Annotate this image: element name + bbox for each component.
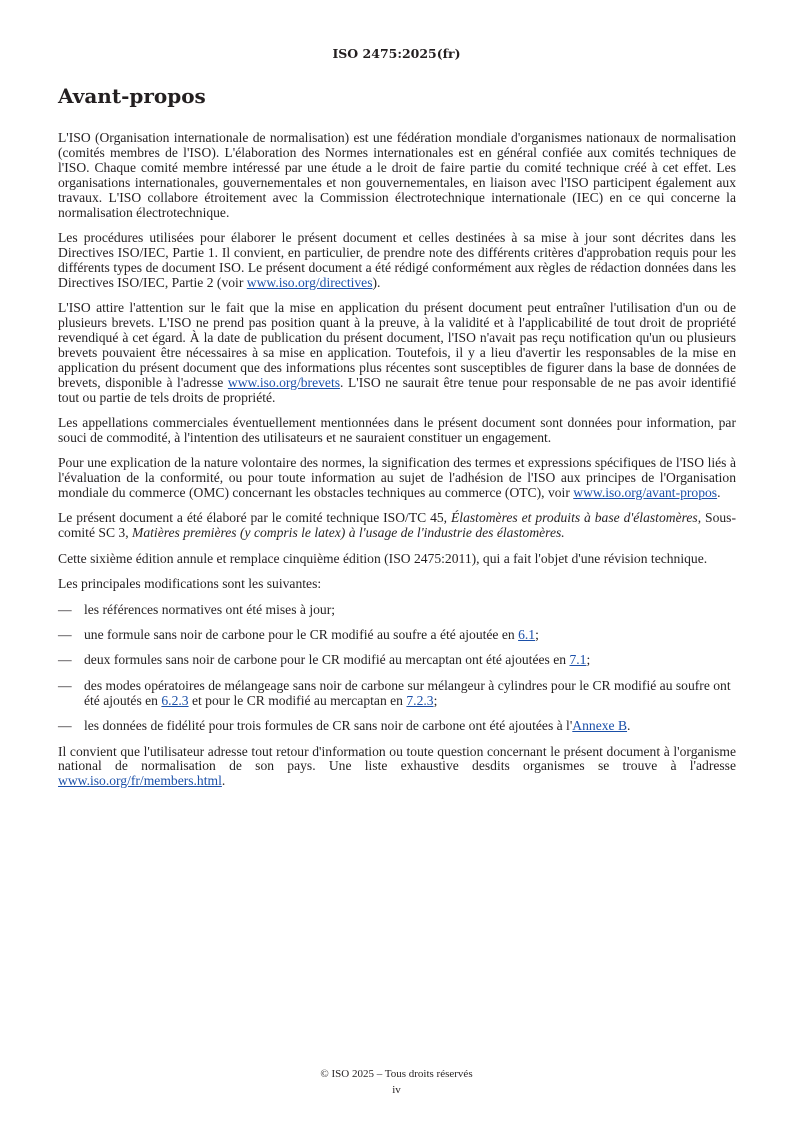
page-title: Avant-propos: [58, 84, 206, 108]
list-item-text: les données de fidélité pour trois formules de CR sans noir de carbone ont été ajoutées à l'Annexe B.: [84, 718, 631, 734]
paragraph-text: Le présent document a été élaboré par le comité technique ISO/TC 45,: [58, 510, 451, 526]
subcommittee-title: Matières premières (y compris le latex) à l'usage de l'industrie des élastomères.: [132, 525, 565, 541]
paragraph-tail: ).: [372, 274, 381, 290]
paragraph-voluntary-nature: [58, 456, 736, 501]
list-item-text: des modes opératoires de mélangeage sans noir de carbone sur mélangeur à cylindres pour le CR modifié au soufre ont été ajoutés en 6.2.3 et pour le CR modifié au mercaptan en 7.2.3;: [84, 677, 731, 708]
list-dash: —: [58, 626, 72, 642]
annex-b-link[interactable]: Annexe B: [572, 718, 628, 734]
list-item: [58, 653, 736, 668]
copyright-notice: © ISO 2025 – Tous droits réservés: [320, 1068, 473, 1080]
page-footer: [0, 1066, 793, 1098]
paragraph-text: Pour une explication de la nature volontaire des normes, la signification des termes et expressions spécifiques de l'ISO liés à l'évaluation de la conformité, ou pour toute information au sujet de l'adhésion de l'ISO aux principes de l'Organisation mondiale du commerce (OMC) concernant les obstacles techniques au commerce (OTC), voir: [58, 455, 736, 501]
clause-7-1-link[interactable]: 7.1: [569, 652, 587, 668]
list-dash: —: [58, 718, 72, 734]
list-dash: —: [58, 652, 72, 668]
paragraph-text: Il convient que l'utilisateur adresse tout retour d'information ou toute question concernant le présent document à l'organisme national de normalisation de son pays. Une liste exhaustive desdits organismes se trouve à l'adresse: [58, 743, 736, 774]
paragraph-mid: , Sous-comité SC 3,: [58, 510, 736, 541]
paragraph-committee: [58, 511, 736, 541]
foreword-link[interactable]: www.iso.org/avant-propos: [573, 485, 718, 501]
page-number: iv: [392, 1084, 401, 1096]
list-item: [58, 628, 736, 643]
clause-7-2-3-link[interactable]: 7.2.3: [406, 692, 434, 708]
list-item: [58, 719, 736, 734]
paragraph-text: L'ISO attire l'attention sur le fait que la mise en application du présent document peut entraîner l'utilisation d'un ou de plusieurs brevets. L'ISO ne prend pas position quant à la preuve, à la validité et à l'applicabilité de tout droit de propriété revendiqué à cet égard. À la date de publication du présent document, l'ISO n'avait pas reçu notification qu'un ou plusieurs brevets pouvaient être nécessaires à sa mise en application. Toutefois, il y a lieu d'avertir les responsables de la mise en application du présent document que des informations plus récentes sont susceptibles de figurer dans la base de données de brevets, disponible à l'adresse: [58, 300, 736, 390]
clause-6-2-3-link[interactable]: 6.2.3: [161, 692, 189, 708]
paragraph-feedback: [58, 745, 736, 790]
list-dash: —: [58, 677, 72, 693]
patents-link[interactable]: www.iso.org/brevets: [227, 374, 341, 390]
list-item-text: deux formules sans noir de carbone pour le CR modifié au mercaptan ont été ajoutées en 7.1;: [84, 652, 591, 668]
paragraph-tail: . L'ISO ne saurait être tenue pour responsable de ne pas avoir identifié tout ou partie de tels droits de propriété.: [58, 374, 736, 405]
paragraph-directives: [58, 231, 736, 291]
members-link[interactable]: www.iso.org/fr/members.html: [58, 773, 222, 789]
clause-6-1-link[interactable]: 6.1: [518, 626, 536, 642]
paragraph-trade-names: Les appellations commerciales éventuellement mentionnées dans le présent document sont données pour information, par souci de commodité, à l'intention des utilisateurs et ne sauraient constituer un engagement.: [58, 414, 736, 445]
paragraph-patents: [58, 301, 736, 405]
document-id-header: ISO 2475:2025(fr): [332, 46, 461, 61]
list-item-text: les références normatives ont été mises à jour;: [84, 601, 336, 617]
paragraph-text: Les procédures utilisées pour élaborer le présent document et celles destinées à sa mise à jour sont décrites dans les Directives ISO/IEC, Partie 1. Il convient, en particulier, de prendre note des différents critères d'approbation requis pour les différents types de document ISO. Le présent document a été rédigé conformément aux règles de rédaction données dans les Directives ISO/IEC, Partie 2 (voir: [58, 229, 736, 290]
list-item-text: une formule sans noir de carbone pour le CR modifié au soufre a été ajoutée en 6.1;: [84, 626, 539, 642]
paragraph-tail: .: [717, 485, 721, 501]
paragraph-tail: .: [221, 773, 226, 789]
committee-title: Élastomères et produits à base d'élastomères: [451, 510, 698, 526]
paragraph-iso-intro: L'ISO (Organisation internationale de normalisation) est une fédération mondiale d'organismes nationaux de normalisation (comités membres de l'ISO). L'élaboration des Normes internationales est en général confiée aux comités techniques de l'ISO. Chaque comité membre intéressé par une étude a le droit de faire partie du comité technique créé à cet effet. Les organisations internationales, gouvernementales et non gouvernementales, en liaison avec l'ISO participent également aux travaux. L'ISO collabore étroitement avec la Commission électrotechnique internationale (IEC) en ce qui concerne la normalisation électrotechnique.: [58, 130, 736, 220]
paragraph-changes-intro: Les principales modifications sont les suivantes:: [58, 576, 322, 592]
list-item: [58, 679, 736, 709]
list-dash: —: [58, 601, 72, 617]
list-item: [58, 603, 736, 618]
paragraph-edition: Cette sixième édition annule et remplace cinquième édition (ISO 2475:2011), qui a fait l'objet d'une révision technique.: [58, 550, 708, 566]
foreword-body: [58, 131, 736, 800]
directives-link[interactable]: www.iso.org/directives: [246, 274, 373, 290]
